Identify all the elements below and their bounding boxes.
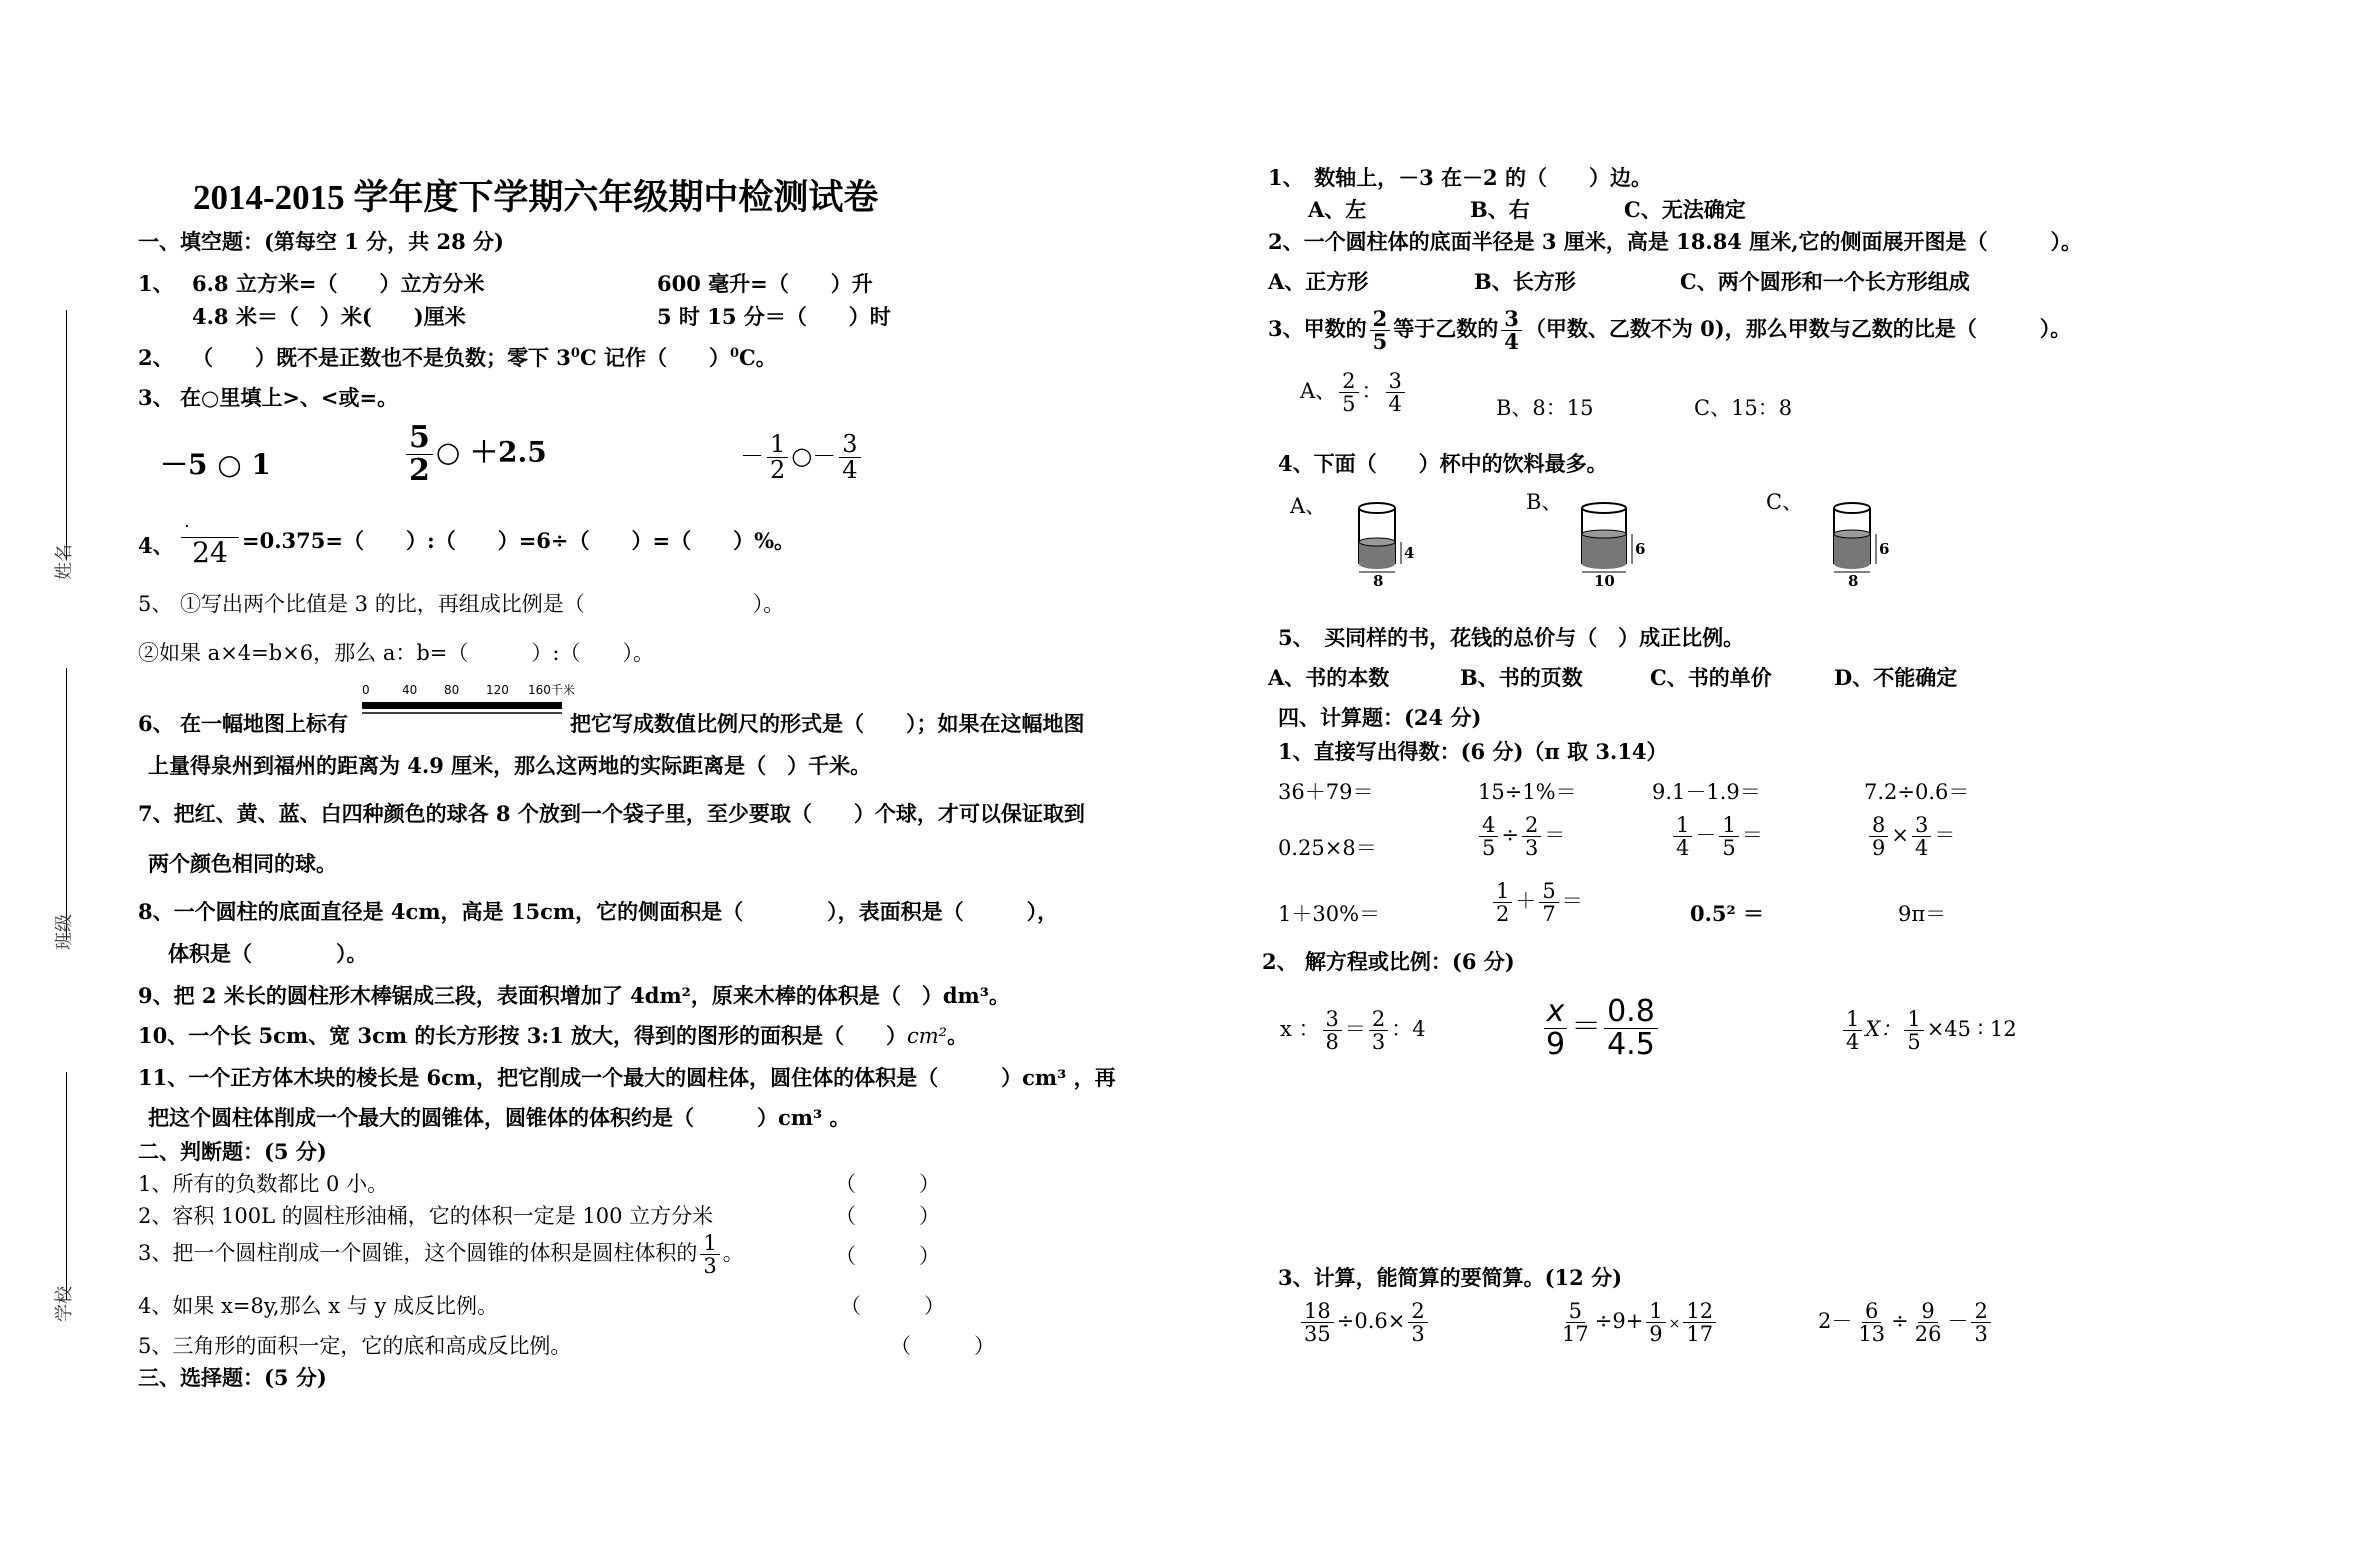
choice-3-opt-a bbox=[1300, 370, 1408, 415]
calc-1-r2-a: 0.25×8＝ bbox=[1278, 836, 1377, 860]
q2-number: 2、 bbox=[138, 345, 174, 370]
r2c-eq: ＝ bbox=[1741, 823, 1763, 848]
k3e3-n2: 9 bbox=[1918, 1300, 1937, 1323]
calc-1-r2-b bbox=[1476, 814, 1565, 859]
r3b-frac-2 bbox=[1539, 880, 1558, 925]
q6-number: 6、 bbox=[138, 711, 174, 736]
k3e1-d1: 35 bbox=[1304, 1322, 1331, 1347]
q11-a: 11、一个正方体木块的棱长是 6cm，把它削成一个最大的圆柱体，圆住体的体积是（ ）cm³ ，再 bbox=[138, 1065, 1116, 1090]
cup-a-height: 4 bbox=[1404, 544, 1415, 562]
map-scale-bar bbox=[362, 680, 582, 720]
q2-text bbox=[192, 342, 777, 372]
calc-3-heading: 3、计算，能简算的要简算。(12 分) bbox=[1278, 1265, 1623, 1290]
q2-text-b: C 记作（ ） bbox=[579, 345, 730, 370]
k3e1-frac-1 bbox=[1301, 1300, 1334, 1345]
calc-1-r1-c: 9.1－1.9＝ bbox=[1652, 780, 1761, 804]
k3e1-n2: 2 bbox=[1408, 1300, 1427, 1323]
k3e2-n2: 1 bbox=[1646, 1300, 1665, 1323]
choice-1-opt-c: C、无法确定 bbox=[1624, 197, 1746, 222]
page-title: 2014-2015 学年度下学期六年级期中检测试卷 bbox=[193, 178, 879, 217]
q2-degree-2: 0 bbox=[730, 346, 740, 361]
c3-optA-n2: 3 bbox=[1386, 370, 1405, 393]
k3e1-mid: ÷0.6× bbox=[1336, 1309, 1406, 1334]
cup-b bbox=[1580, 498, 1660, 588]
r2b-frac-2 bbox=[1522, 814, 1541, 859]
k3e2-n1: 5 bbox=[1566, 1300, 1585, 1323]
calc-1-r1-d: 7.2÷0.6＝ bbox=[1864, 780, 1970, 804]
cup-a-surface bbox=[1359, 538, 1395, 546]
q10-end: 。 bbox=[947, 1023, 969, 1048]
r2c-op: － bbox=[1695, 823, 1717, 848]
r2b-eq: ＝ bbox=[1544, 823, 1566, 848]
choice-3-b: 等于乙数的 bbox=[1393, 316, 1499, 342]
e2-eq: ＝ bbox=[1571, 1009, 1602, 1045]
q3-e3-d2: 4 bbox=[842, 456, 858, 485]
k3e3-n1: 6 bbox=[1862, 1300, 1881, 1323]
e1-tail: ：4 bbox=[1391, 1017, 1426, 1042]
school-label: 学校 bbox=[54, 1286, 75, 1322]
choice-4-label-a: A、 bbox=[1290, 494, 1327, 518]
e1-frac-2 bbox=[1369, 1008, 1388, 1053]
choice-5: 5、 买同样的书，花钱的总价与（ ）成正比例。 bbox=[1278, 625, 1745, 650]
r2b-n1: 4 bbox=[1479, 814, 1498, 837]
scale-tick-80: 80 bbox=[444, 683, 460, 697]
cup-c-surface bbox=[1834, 530, 1870, 538]
calc-2-eq-2 bbox=[1540, 996, 1661, 1060]
calc-3-expr-2 bbox=[1556, 1300, 1719, 1345]
choice-3-c: （甲数、乙数不为 0)，那么甲数与乙数的比是（ ）。 bbox=[1524, 316, 2072, 342]
q3-e3-d1: 2 bbox=[770, 456, 786, 485]
e2-d2: 4.5 bbox=[1607, 1026, 1655, 1062]
class-label: 班级 bbox=[54, 914, 75, 950]
q3-e3-frac-2 bbox=[839, 432, 860, 483]
scale-bar-body bbox=[362, 702, 562, 709]
q1-number: 1、 bbox=[138, 271, 174, 296]
q10-unit: cm² bbox=[907, 1024, 948, 1048]
e2-frac-2 bbox=[1604, 996, 1658, 1060]
r2c-n1: 1 bbox=[1673, 814, 1692, 837]
c3-optA-frac-2 bbox=[1386, 370, 1405, 415]
e2-frac-1 bbox=[1543, 996, 1568, 1060]
q3-text: 在○里填上>、<或=。 bbox=[180, 385, 399, 410]
q2-degree-1: 0 bbox=[570, 346, 580, 361]
choice-5-opt-d: D、不能确定 bbox=[1834, 665, 1958, 690]
judge-3-text: 3、把一个圆柱削成一个圆锥，这个圆锥的体积是圆柱体积的 bbox=[138, 1241, 698, 1266]
q1-b: 600 毫升=（ ）升 bbox=[657, 271, 873, 296]
r2d-n2: 3 bbox=[1912, 814, 1931, 837]
k3e1-frac-2 bbox=[1408, 1300, 1427, 1345]
c3-n1: 2 bbox=[1370, 308, 1391, 331]
k3e2-mid2: × bbox=[1668, 1316, 1681, 1333]
q1-a: 6.8 立方米=（ ）立方分米 bbox=[192, 271, 485, 296]
k3e2-n3: 12 bbox=[1683, 1300, 1716, 1323]
c3-d1: 5 bbox=[1372, 329, 1388, 355]
r2b-n2: 2 bbox=[1522, 814, 1541, 837]
calc-2-eq-3 bbox=[1840, 1008, 2017, 1053]
e1-x: x ： bbox=[1280, 1017, 1320, 1042]
choice-4: 4、下面（ ）杯中的饮料最多。 bbox=[1278, 451, 1608, 476]
q4-number: 4、 bbox=[138, 533, 174, 558]
cup-b-height: 6 bbox=[1635, 540, 1646, 558]
judge-1-answer: （ ） bbox=[835, 1172, 940, 1196]
q9: 9、把 2 米长的圆柱形木棒锯成三段，表面积增加了 4dm²，原来木棒的体积是（ ）dm³。 bbox=[138, 983, 1010, 1008]
e3-tail: ×45 ∶ 12 bbox=[1926, 1017, 2017, 1042]
judge-5: 5、三角形的面积一定，它的底和高成反比例。 bbox=[138, 1334, 572, 1358]
q7-a: 7、把红、黄、蓝、白四种颜色的球各 8 个放到一个袋子里，至少要取（ ）个球，才可以保证取到 bbox=[138, 801, 1085, 826]
choice-1-opt-b: B、右 bbox=[1470, 197, 1530, 222]
choice-3-frac-2 bbox=[1501, 308, 1522, 353]
choice-2: 2、一个圆柱体的底面半径是 3 厘米，高是 18.84 厘米,它的侧面展开图是（ ）。 bbox=[1268, 229, 2083, 254]
k3e1-d2: 3 bbox=[1411, 1322, 1425, 1347]
judge-3-fraction bbox=[700, 1232, 719, 1277]
q5-a: ①写出两个比值是 3 的比，再组成比例是（ ）。 bbox=[180, 592, 785, 616]
k3e2-frac-1 bbox=[1559, 1300, 1592, 1345]
section-2-heading: 二、判断题：(5 分) bbox=[138, 1139, 327, 1164]
r3b-n2: 5 bbox=[1539, 880, 1558, 903]
q2-text-c: C。 bbox=[739, 345, 777, 370]
k3e2-d2: 9 bbox=[1649, 1322, 1663, 1347]
q3-expr-1: －5 ○ 1 bbox=[160, 448, 271, 481]
c3-optA-label: A、 bbox=[1300, 379, 1337, 404]
q1-c: 4.8 米＝（ ）米( )厘米 bbox=[192, 304, 466, 329]
r2d-eq: ＝ bbox=[1934, 823, 1956, 848]
choice-2-opt-c: C、两个圆形和一个长方形组成 bbox=[1680, 269, 1970, 294]
c3-optA-d1: 5 bbox=[1342, 392, 1356, 417]
choice-5-opt-a: A、书的本数 bbox=[1268, 665, 1390, 690]
q3-e3-mid: ○－ bbox=[791, 442, 837, 471]
k3e1-n1: 18 bbox=[1301, 1300, 1334, 1323]
q3-e3-frac-1 bbox=[767, 432, 788, 483]
choice-3-a: 3、甲数的 bbox=[1268, 316, 1367, 342]
e2-n2: 0.8 bbox=[1604, 996, 1658, 1029]
calc-1-r2-c bbox=[1670, 814, 1763, 859]
q4-text bbox=[178, 518, 795, 567]
e3-frac-1 bbox=[1843, 1008, 1862, 1053]
r2b-d1: 5 bbox=[1482, 836, 1496, 861]
cup-b-liquid bbox=[1582, 534, 1626, 569]
k3e3-d2: 26 bbox=[1914, 1322, 1942, 1347]
q3-e2-den: 2 bbox=[409, 452, 430, 488]
r2c-d1: 4 bbox=[1676, 836, 1690, 861]
k3e3-pre: 2－ bbox=[1818, 1309, 1853, 1334]
q4-blank-num: · bbox=[181, 518, 239, 538]
k3e3-d3: 3 bbox=[1974, 1322, 1988, 1347]
e2-d1: 9 bbox=[1546, 1026, 1566, 1062]
judge-3-answer: （ ） bbox=[835, 1244, 940, 1268]
judge-4-answer: （ ） bbox=[840, 1294, 945, 1318]
choice-2-opt-a: A、正方形 bbox=[1268, 269, 1369, 294]
judge-5-answer: （ ） bbox=[890, 1334, 995, 1358]
q7-b: 两个颜色相同的球。 bbox=[148, 851, 337, 876]
q3-e3-n1: 1 bbox=[767, 432, 788, 458]
judge-3-den: 3 bbox=[703, 1254, 717, 1279]
c3-optA-d2: 4 bbox=[1388, 392, 1402, 417]
choice-1-opt-a: A、左 bbox=[1308, 197, 1367, 222]
choice-5-opt-c: C、书的单价 bbox=[1650, 665, 1772, 690]
q1-d: 5 时 15 分＝（ ）时 bbox=[657, 304, 891, 329]
k3e3-mid: ÷ bbox=[1891, 1309, 1909, 1334]
calc-1-r3-d: 9π＝ bbox=[1898, 902, 1947, 926]
e1-n1: 3 bbox=[1323, 1008, 1342, 1031]
calc-1-heading: 1、直接写出得数：(6 分)（π 取 3.14） bbox=[1278, 739, 1668, 764]
e3-x: X： bbox=[1865, 1017, 1902, 1042]
r2c-n2: 1 bbox=[1719, 814, 1738, 837]
choice-3-frac-1 bbox=[1370, 308, 1391, 353]
e3-frac-2 bbox=[1904, 1008, 1923, 1053]
judge-3-num: 1 bbox=[700, 1232, 719, 1255]
choice-5-opt-b: B、书的页数 bbox=[1460, 665, 1583, 690]
e1-d2: 3 bbox=[1371, 1030, 1386, 1055]
calc-2-eq-1 bbox=[1280, 1008, 1426, 1053]
q10 bbox=[138, 1020, 968, 1050]
calc-1-r3-b bbox=[1490, 880, 1583, 925]
r2d-d2: 4 bbox=[1914, 836, 1929, 861]
calc-1-r1-a: 36＋79＝ bbox=[1278, 780, 1374, 804]
choice-3-opt-b: B、8：15 bbox=[1496, 396, 1594, 420]
q3-e2-rest: ○ ＋2.5 bbox=[435, 435, 547, 469]
choice-3-opt-c: C、15：8 bbox=[1694, 396, 1793, 420]
scale-tick-40: 40 bbox=[402, 683, 418, 697]
cup-b-top bbox=[1582, 503, 1626, 513]
judge-4: 4、如果 x=8y,那么 x 与 y 成反比例。 bbox=[138, 1294, 498, 1318]
name-label: 姓名 bbox=[54, 544, 75, 580]
choice-3 bbox=[1268, 308, 2071, 353]
margin-line-3 bbox=[66, 1072, 67, 1300]
k3e2-frac-2 bbox=[1646, 1300, 1665, 1345]
q8-a: 8、一个圆柱的底面直径是 4cm，高是 15cm，它的侧面积是（ ），表面积是（ ）， bbox=[138, 899, 1059, 924]
calc-2-heading: 2、 解方程或比例：(6 分) bbox=[1262, 949, 1515, 974]
cup-c-height: 6 bbox=[1879, 540, 1890, 558]
k3e2-frac-3 bbox=[1683, 1300, 1716, 1345]
calc-3-expr-3 bbox=[1818, 1300, 1994, 1345]
cup-a-width: 8 bbox=[1373, 572, 1384, 588]
choice-4-label-b: B、 bbox=[1526, 490, 1563, 514]
k3e3-n3: 2 bbox=[1971, 1300, 1990, 1323]
e2-n1: x bbox=[1544, 996, 1568, 1029]
e1-frac-1 bbox=[1323, 1008, 1342, 1053]
judge-1: 1、所有的负数都比 0 小。 bbox=[138, 1172, 389, 1196]
r3b-n1: 1 bbox=[1493, 880, 1512, 903]
choice-1: 1、 数轴上，－3 在－2 的（ ）边。 bbox=[1268, 165, 1652, 190]
calc-1-r3-c: 0.5² ＝ bbox=[1690, 901, 1765, 926]
r2b-d2: 3 bbox=[1524, 836, 1539, 861]
r2b-op: ÷ bbox=[1501, 823, 1519, 848]
cup-a bbox=[1355, 498, 1425, 588]
k3e3-frac-2 bbox=[1912, 1300, 1945, 1345]
k3e2-mid: ÷9+ bbox=[1594, 1309, 1644, 1334]
choice-2-opt-b: B、长方形 bbox=[1474, 269, 1576, 294]
e1-d1: 8 bbox=[1325, 1030, 1339, 1055]
q5-b: ②如果 a×4=b×6，那么 a：b=（ ）:（ ）。 bbox=[138, 641, 654, 665]
k3e3-frac-1 bbox=[1855, 1300, 1888, 1345]
cup-a-top bbox=[1359, 503, 1395, 513]
calc-1-r3-a: 1＋30%＝ bbox=[1278, 902, 1381, 926]
scale-tick-0: 0 bbox=[362, 683, 370, 697]
r2d-frac-2 bbox=[1912, 814, 1931, 859]
q3-number: 3、 bbox=[138, 385, 174, 410]
q3-expr-2-fraction bbox=[406, 422, 433, 486]
e3-d2: 5 bbox=[1907, 1030, 1921, 1055]
c3-optA-frac-1 bbox=[1339, 370, 1358, 415]
e3-n1: 1 bbox=[1843, 1008, 1862, 1031]
r2c-frac-2 bbox=[1719, 814, 1738, 859]
q3-expr-3 bbox=[740, 432, 864, 483]
cup-c-top bbox=[1834, 503, 1870, 513]
q2-text-a: （ ）既不是正数也不是负数；零下 3 bbox=[192, 345, 571, 370]
cup-c bbox=[1830, 498, 1900, 588]
e3-d1: 4 bbox=[1846, 1030, 1860, 1055]
r2d-d1: 9 bbox=[1872, 836, 1886, 861]
c3-n2: 3 bbox=[1501, 308, 1522, 331]
q6-a: 在一幅地图上标有 bbox=[180, 711, 348, 736]
r2c-frac-1 bbox=[1673, 814, 1692, 859]
r2c-d2: 5 bbox=[1722, 836, 1736, 861]
r2d-frac-1 bbox=[1869, 814, 1888, 859]
calc-3-expr-1 bbox=[1298, 1300, 1431, 1345]
k3e2-d3: 17 bbox=[1686, 1322, 1714, 1347]
cup-b-width: 10 bbox=[1594, 572, 1615, 588]
cup-c-liquid bbox=[1834, 534, 1870, 569]
choice-4-label-c: C、 bbox=[1766, 490, 1804, 514]
section-1-heading: 一、填空题：(第每空 1 分，共 28 分) bbox=[138, 229, 504, 254]
r3b-d2: 7 bbox=[1542, 902, 1556, 927]
cup-c-width: 8 bbox=[1848, 572, 1859, 588]
q4-fraction bbox=[181, 518, 239, 567]
r3b-d1: 2 bbox=[1496, 902, 1510, 927]
q11-b: 把这个圆柱体削成一个最大的圆锥体，圆锥体的体积约是（ ）cm³ 。 bbox=[148, 1105, 851, 1130]
r3b-op: ＋ bbox=[1515, 889, 1537, 914]
q6-c: 上量得泉州到福州的距离为 4.9 厘米，那么这两地的实际距离是（ ）千米。 bbox=[148, 753, 872, 778]
r3b-frac-1 bbox=[1493, 880, 1512, 925]
r3b-eq: ＝ bbox=[1561, 889, 1583, 914]
q4-rest: =0.375=（ ）:（ ）=6÷（ ）=（ ）%。 bbox=[242, 528, 796, 554]
q3-e2-num: 5 bbox=[406, 422, 433, 455]
judge-2: 2、容积 100L 的圆柱形油桶，它的体积一定是 100 立方分米 bbox=[138, 1204, 714, 1228]
judge-3-end: 。 bbox=[722, 1241, 744, 1266]
section-3-heading: 三、选择题：(5 分) bbox=[138, 1365, 327, 1390]
c3-d2: 4 bbox=[1504, 329, 1519, 355]
k3e3-frac-3 bbox=[1971, 1300, 1990, 1345]
judge-2-answer: （ ） bbox=[835, 1204, 940, 1228]
cup-b-surface bbox=[1582, 530, 1626, 538]
margin-line-1 bbox=[66, 310, 67, 560]
c3-optA-colon: ： bbox=[1361, 379, 1383, 404]
k3e3-mid2: － bbox=[1947, 1309, 1969, 1334]
margin-line-2 bbox=[66, 668, 67, 940]
r2b-frac-1 bbox=[1479, 814, 1498, 859]
q4-den: 24 bbox=[192, 535, 228, 569]
calc-1-r2-d bbox=[1866, 814, 1955, 859]
r2d-op: × bbox=[1891, 823, 1909, 848]
q6-b: 把它写成数值比例尺的形式是（ ）；如果在这幅地图 bbox=[570, 711, 1085, 736]
calc-1-r1-b: 15÷1%＝ bbox=[1478, 780, 1577, 804]
q10-text: 10、一个长 5cm、宽 3cm 的长方形按 3:1 放大，得到的图形的面积是（ ） bbox=[138, 1023, 907, 1048]
k3e2-d1: 17 bbox=[1562, 1322, 1589, 1347]
q3-e3-n2: 3 bbox=[839, 432, 860, 458]
k3e3-d1: 13 bbox=[1858, 1322, 1886, 1347]
r2d-n1: 8 bbox=[1869, 814, 1888, 837]
scale-tick-160: 160千米 bbox=[528, 683, 575, 697]
e1-eq: ＝ bbox=[1344, 1017, 1366, 1042]
q3-expr-2 bbox=[403, 422, 547, 486]
q5-number: 5、 bbox=[138, 592, 173, 616]
judge-3 bbox=[138, 1232, 744, 1277]
section-4-heading: 四、计算题：(24 分) bbox=[1278, 705, 1482, 730]
scale-tick-120: 120 bbox=[486, 683, 509, 697]
q3-e3-neg: － bbox=[740, 442, 764, 471]
e1-n2: 2 bbox=[1369, 1008, 1388, 1031]
e3-n2: 1 bbox=[1904, 1008, 1923, 1031]
c3-optA-n1: 2 bbox=[1339, 370, 1358, 393]
q8-b: 体积是（ ）。 bbox=[168, 941, 368, 966]
